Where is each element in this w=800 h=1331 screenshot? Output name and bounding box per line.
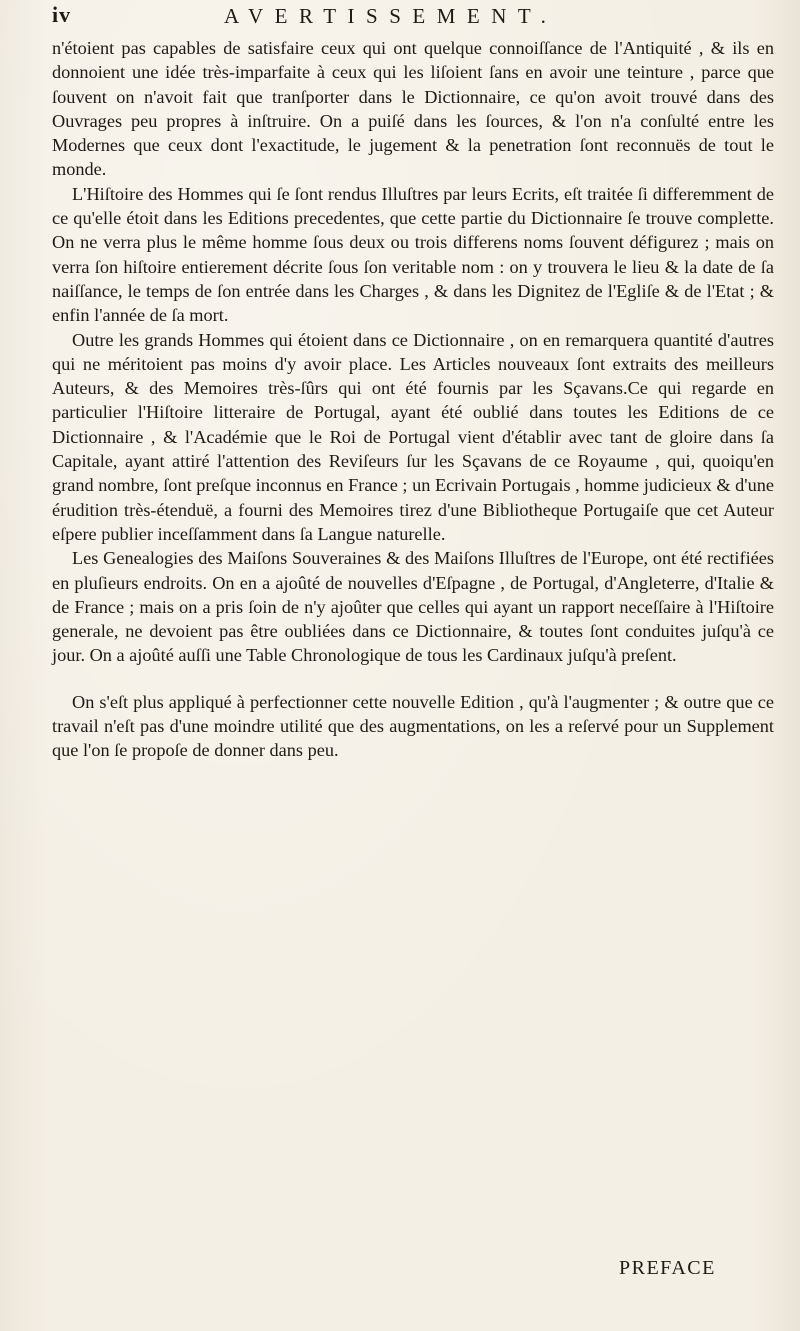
- page-number: iv: [52, 2, 72, 27]
- catchword: PREFACE: [619, 1257, 716, 1279]
- paragraph-2: L'Hiſtoire des Hommes qui ſe ſont rendus Illuſtres par leurs Ecrits, eſt traitée ſi differemment de ce qu'elle étoit dans les Editions precedentes, que cette partie du Dictionnaire ſe trouve complette. On ne verra plus le même homme ſous deux ou trois differens noms ſouvent défigurez ; mais on verra ſon hiſtoire entierement décrite ſous ſon veritable nom : on y trouvera le lieu & la date de ſa naiſſance, le temps de ſon entrée dans les Charges , & dans les Dignitez de l'Egliſe & de l'Etat ; & enfin l'année de ſa mort.: [52, 183, 774, 326]
- paragraph-1: n'étoient pas capables de satisfaire ceux qui ont quelque connoiſſance de l'Antiquité , & ils en donnoient une idée très-imparfaite à ceux qui les liſoient ſans en avoir une teinture , parce que ſouvent on n'avoit fait que tranſporter dans le Dictionnaire, ce qu'on avoit trouvé dans des Ouvrages peu propres à inſtruire. On a puiſé dans les ſources, & l'on n'a conſulté entre les Modernes que ceux dont l'exactitude, le jugement & la penetration ſont reconnuës de tout le monde.: [52, 38, 774, 180]
- running-head: AVERTISSEMENT.: [224, 4, 558, 28]
- body-text: [52, 36, 774, 763]
- paragraph-4: Les Genealogies des Maiſons Souveraines & des Maiſons Illuſtres de l'Europe, ont été rectifiées en pluſieurs endroits. On en a ajoûté de nouvelles d'Eſpagne , de Portugal, d'Angleterre, d'Italie & de France ; mais on a pris ſoin de n'y ajoûter que celles qui ayant un rapport neceſſaire à l'Hiſtoire generale, ne devoient pas être oubliées dans ce Dictionnaire, & toutes ſont conduites juſqu'à ce jour. On a ajoûté auſſi une Table Chronologique de tous les Cardinaux juſqu'à preſent.: [52, 548, 774, 666]
- paragraph-3: Outre les grands Hommes qui étoient dans ce Dictionnaire , on en remarquera quantité d'autres qui ne méritoient pas moins d'y avoir place. Les Articles nouveaux ſont extraits des meilleurs Auteurs, & des Memoires très-ſûrs qui ont été fournis par les Sçavans.Ce qui regarde en particulier l'Hiſtoire litteraire de Portugal, ayant été oublié dans toutes les Editions de ce Dictionnaire , & l'Académie que le Roi de Portugal vient d'établir avec tant de gloire dans ſa Capitale, ayant attiré l'attention des Reviſeurs ſur les Sçavans de ce Royaume , qui, quoiqu'en grand nombre, ſont preſque inconnus en France ; un Ecrivain Portugais , homme judicieux & d'une érudition très-étenduë, a fourni des Memoires tirez d'une Bibliotheque Portugaiſe que cet Auteur eſpere publier inceſſamment dans ſa Langue naturelle.: [52, 329, 774, 544]
- paragraph-5: On s'eſt plus appliqué à perfectionner cette nouvelle Edition , qu'à l'augmenter ; & outre que ce travail n'eſt pas d'une moindre utilité que des augmentations, on les a reſervé pour un Supplement que l'on ſe propoſe de donner dans peu.: [52, 691, 774, 761]
